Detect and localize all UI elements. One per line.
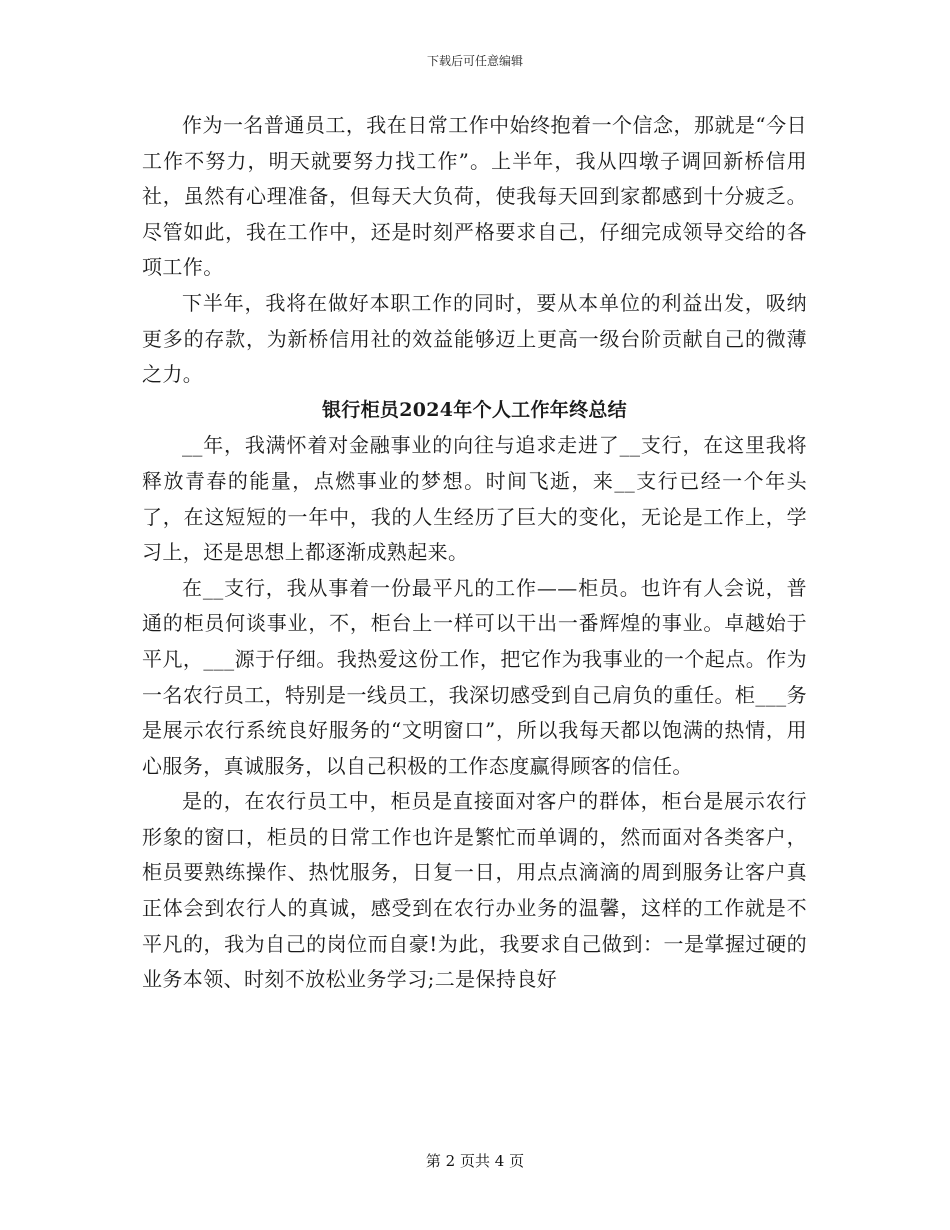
paragraph: __年，我满怀着对金融事业的向往与追求走进了__支行，在这里我将释放青春的能量，点燃事业的梦想。时间飞逝，来__支行已经一个年头了，在这短短的一年中，我的人生经历了巨大的变化，无论是工作上，学习上，还是思想上都逐渐成熟起来。	[142, 433, 807, 565]
section-title: 银行柜员2024年个人工作年终总结	[322, 398, 627, 421]
page-header-note: 下载后可任意编辑	[426, 54, 523, 68]
paragraph: 在__支行，我从事着一份最平凡的工作——柜员。也许有人会说，普通的柜员何谈事业，不，柜台上一样可以干出一番辉煌的事业。卓越始于平凡，___源于仔细。我热爱这份工作，把它作为我事业的一个起点。作为一名农行员工，特别是一线员工，我深切感受到自己肩负的重任。柜___务是展示农行系统良好服务的“文明窗口”，所以我每天都以饱满的热情，用心服务，真诚服务，以自己积极的工作态度赢得顾客的信任。	[142, 575, 807, 778]
page-number: 第 2 页共 4 页	[425, 1152, 525, 1170]
paragraph: 是的，在农行员工中，柜员是直接面对客户的群体，柜台是展示农行形象的窗口，柜员的日常工作也许是繁忙而单调的，然而面对各类客户，柜员要熟练操作、热忱服务，日复一日，用点点滴滴的周到服务让客户真正体会到农行人的真诚，感受到在农行办业务的温馨，这样的工作就是不平凡的，我为自己的岗位而自豪!为此，我要求自己做到：一是掌握过硬的业务本领、时刻不放松业务学习;二是保持良好	[142, 789, 807, 992]
paragraph: 作为一名普通员工，我在日常工作中始终抱着一个信念，那就是“今日工作不努力，明天就要努力找工作”。上半年，我从四墩子调回新桥信用社，虽然有心理准备，但每天大负荷，使我每天回到家都感到十分疲乏。尽管如此，我在工作中，还是时刻严格要求自己，仔细完成领导交给的各项工作。	[142, 113, 807, 280]
document-body	[142, 108, 807, 998]
paragraph: 下半年，我将在做好本职工作的同时，要从本单位的利益出发，吸纳更多的存款，为新桥信用社的效益能够迈上更高一级台阶贡献自己的微薄之力。	[142, 290, 807, 387]
